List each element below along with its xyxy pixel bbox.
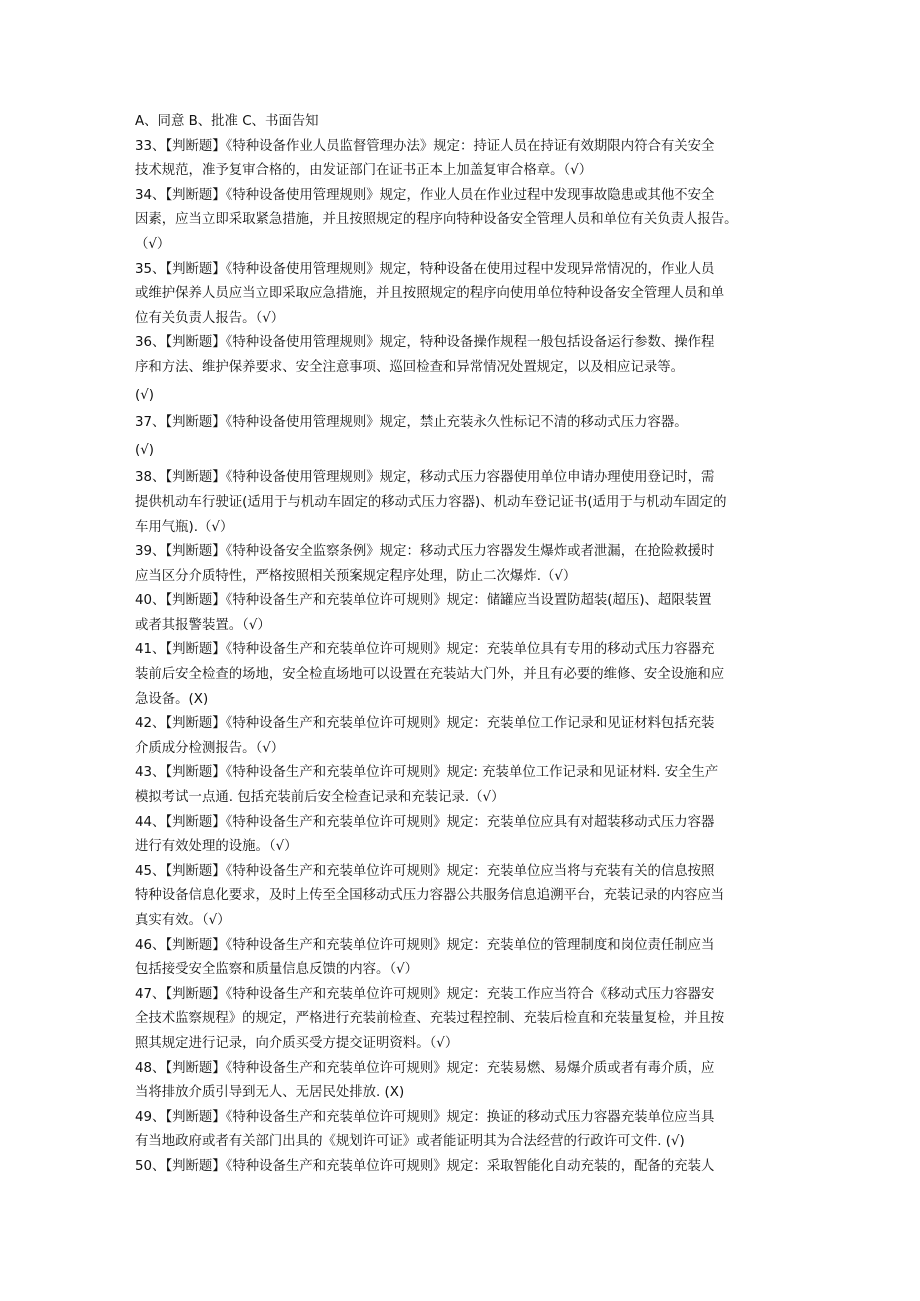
question-36-line-2: 序和方法、维护保养要求、安全注意事项、巡回检查和异常情况处置规定，以及相应记录等。 — [135, 359, 685, 375]
question-34-line-3: （√） — [135, 236, 171, 252]
question-34-line-2: 因素，应当立即采取紧急措施，并且按照规定的程序向特种设备安全管理人员和单位有关负责人报告。 — [135, 212, 738, 228]
question-39-line-1: 39、【判断题】《特种设备安全监察条例》规定：移动式压力容器发生爆炸或者泄漏，在抢险救援时 — [135, 544, 715, 560]
question-47-line-3: 照其规定进行记录，向介质买受方提交证明资料。（√） — [135, 1035, 459, 1051]
question-34-line-1: 34、【判断题】《特种设备使用管理规则》规定，作业人员在作业过程中发现事故隐患或其他不安全 — [135, 187, 715, 203]
question-39-line-2: 应当区分介质特性，严格按照相关预案规定程序处理，防止二次爆炸.（√） — [135, 568, 577, 584]
question-33-line-2: 技术规范，准予复审合格的，由发证部门在证书正本上加盖复审合格章。（√） — [135, 163, 593, 179]
question-33-line-1: 33、【判断题】《特种设备作业人员监督管理办法》规定：持证人员在持证有效期限内符合有关安全 — [135, 138, 715, 154]
question-49-line-1: 49、【判断题】《特种设备生产和充装单位许可规则》规定：换证的移动式压力容器充装单位应当具 — [135, 1109, 715, 1125]
question-47-line-1: 47、【判断题】《特种设备生产和充装单位许可规则》规定：充装工作应当符合《移动式压力容器安 — [135, 986, 715, 1002]
question-41-line-1: 41、【判断题】《特种设备生产和充装单位许可规则》规定：充装单位具有专用的移动式压力容器充 — [135, 642, 715, 658]
question-45-line-2: 特种设备信息化要求，及时上传至全国移动式压力容器公共服务信息追溯平台，充装记录的内容应当 — [135, 888, 725, 904]
question-35-line-3: 位有关负责人报告。（√） — [135, 310, 285, 326]
question-44-line-2: 进行有效处理的设施。（√） — [135, 839, 298, 855]
question-43-line-1: 43、【判断题】《特种设备生产和充装单位许可规则》规定: 充装单位工作记录和见证材料. 安全生产 — [135, 765, 719, 781]
question-38-line-3: 车用气瓶).（√） — [135, 519, 234, 535]
question-47-line-2: 全技术监察规程》的规定，严格进行充装前检查、充装过程控制、充装后检直和充装量复检，并且按 — [135, 1011, 725, 1027]
question-45-line-1: 45、【判断题】《特种设备生产和充装单位许可规则》规定：充装单位应当将与充装有关的信息按照 — [135, 863, 715, 879]
question-36-line-1: 36、【判断题】《特种设备使用管理规则》规定，特种设备操作规程一般包括设备运行参数、操作程 — [135, 335, 715, 351]
question-38-line-1: 38、【判断题】《特种设备使用管理规则》规定，移动式压力容器使用单位申请办理使用登记时，需 — [135, 470, 715, 486]
question-41-line-3: 急设备。(X) — [135, 691, 209, 707]
question-41-line-2: 装前后安全检查的场地，安全检直场地可以设置在充装站大门外，并且有必要的维修、安全设施和应 — [135, 667, 725, 683]
question-37-line-1: 37、【判断题】《特种设备使用管理规则》规定，禁止充装永久性标记不清的移动式压力容器。 — [135, 415, 688, 431]
question-40-line-2: 或者其报警装置。（√） — [135, 617, 271, 633]
question-42-line-2: 介质成分检测报告。（√） — [135, 740, 285, 756]
question-35-line-1: 35、【判断题】《特种设备使用管理规则》规定，特种设备在使用过程中发现异常情况的，作业人员 — [135, 261, 715, 277]
question-37-answer: (√) — [135, 442, 154, 458]
question-35-line-2: 或维护保养人员应当立即采取应急措施，并且按照规定的程序向使用单位特种设备安全管理人员和单 — [135, 286, 725, 302]
question-38-line-2: 提供机动车行驶证(适用于与机动车固定的移动式压力容器)、机动车登记证书(适用于与机动车固定的 — [135, 494, 727, 510]
question-46-line-2: 包括接受安全监察和质量信息反馈的内容。（√） — [135, 962, 419, 978]
question-45-line-3: 真实有效。（√） — [135, 913, 231, 928]
question-43-line-2: 模拟考试一点通. 包括充装前后安全检查记录和充装记录.（√） — [135, 790, 505, 806]
question-42-line-1: 42、【判断题】《特种设备生产和充装单位许可规则》规定：充装单位工作记录和见证材料包括充装 — [135, 716, 715, 732]
question-46-line-1: 46、【判断题】《特种设备生产和充装单位许可规则》规定：充装单位的管理制度和岗位责任制应当 — [135, 937, 715, 953]
question-49-line-2: 有当地政府或者有关部门出具的《规划许可证》或者能证明其为合法经营的行政许可文件. (√) — [135, 1134, 685, 1150]
question-48-line-2: 当将排放介质引导到无人、无居民处排放. (X) — [135, 1085, 405, 1101]
question-44-line-1: 44、【判断题】《特种设备生产和充装单位许可规则》规定：充装单位应具有对超装移动式压力容器 — [135, 814, 715, 830]
question-48-line-1: 48、【判断题】《特种设备生产和充装单位许可规则》规定：充装易燃、易爆介质或者有毒介质，应 — [135, 1060, 715, 1076]
answer-options-line: A、同意 B、批准 C、书面告知 — [135, 114, 319, 129]
question-36-answer: (√) — [135, 387, 154, 403]
question-40-line-1: 40、【判断题】《特种设备生产和充装单位许可规则》规定：储罐应当设置防超装(超压)、超限装置 — [135, 593, 712, 609]
question-50-line-1: 50、【判断题】《特种设备生产和充装单位许可规则》规定：采取智能化自动充装的，配备的充装人 — [135, 1158, 715, 1174]
document-body — [135, 110, 795, 1180]
